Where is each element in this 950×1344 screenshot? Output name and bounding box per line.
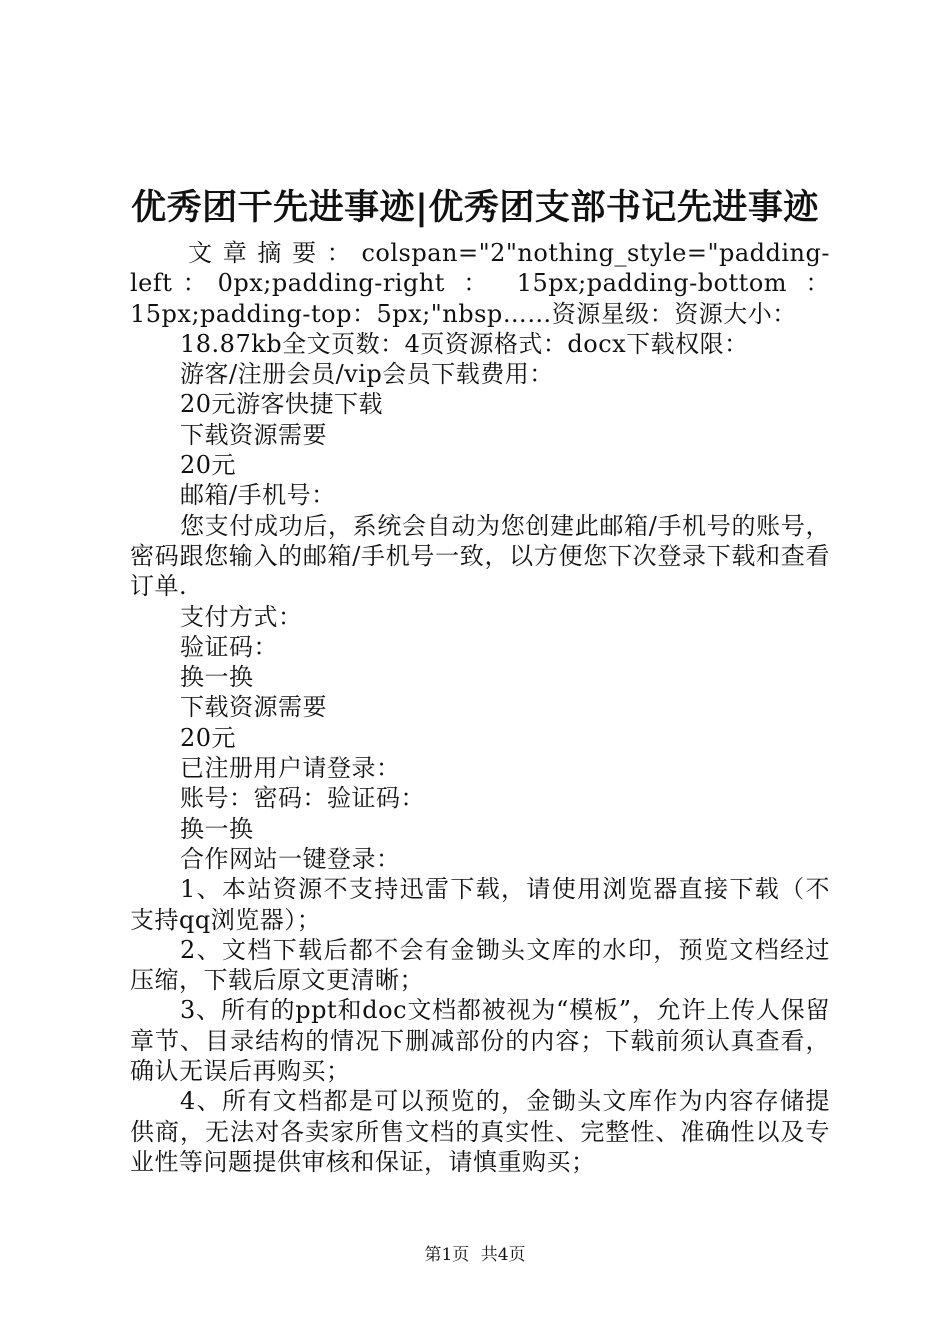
paragraph-summary: 文章摘要：colspan="2"nothing_style="padding-left：0px;padding-right ： 15px;padding-bottom ： 15px;padding-top：5px;"nbsp……资源星级：资源大小： [130,239,830,328]
paragraph-refresh: 换一换 [180,663,254,692]
paragraph-partner-login: 合作网站一键登录： [180,844,401,873]
paragraph-refresh-2: 换一换 [180,814,254,843]
paragraph-price-2: 20元 [180,723,237,752]
paragraph-guest-download: 20元游客快捷下载 [180,390,384,419]
paragraph-download-requires: 下载资源需要 [180,420,327,449]
paragraph-price: 20元 [180,451,237,480]
paragraph-note-1: 1、本站资源不支持迅雷下载，请使用浏览器直接下载（不支持qq浏览器）； [130,875,830,934]
paragraph-account-fields: 账号：密码：验证码： [180,784,425,813]
paragraph-download-fee: 游客/注册会员/vip会员下载费用： [180,360,554,389]
paragraph-note-3: 3、所有的ppt和doc文档都被视为“模板”，允许上传人保留章节、目录结构的情况下删减部份的内容；下载前须认真查看，确认无误后再购买； [130,996,830,1086]
paragraph-download-requires-2: 下载资源需要 [180,693,327,722]
paragraph-file-info: 18.87kb全文页数：4页资源格式：docx下载权限： [180,329,749,358]
paragraph-captcha: 验证码： [180,632,278,661]
paragraph-payment-method: 支付方式： [180,602,303,631]
page-footer [0,1243,950,1267]
paragraph-note-4: 4、所有文档都是可以预览的，金锄头文库作为内容存储提供商，无法对各卖家所售文档的真实性、完整性、准确性以及专业性等问题提供审核和保证，请慎重购买； [130,1087,830,1176]
page-total: 共4页 [480,1245,526,1265]
page-number: 第1页 [424,1245,470,1265]
paragraph-email-phone: 邮箱/手机号： [180,481,336,510]
paragraph-registered-login: 已注册用户请登录： [180,754,401,783]
paragraph-note-2: 2、文档下载后都不会有金锄头文库的水印，预览文档经过压缩，下载后原文更清晰； [130,935,830,995]
document-title: 优秀团干先进事迹|优秀团支部书记先进事迹 [131,188,819,228]
paragraph-payment-note: 您支付成功后，系统会自动为您创建此邮箱/手机号的账号，密码跟您输入的邮箱/手机号一致，以方便您下次登录下载和查看订单. [130,511,830,601]
document-body [130,238,830,1177]
